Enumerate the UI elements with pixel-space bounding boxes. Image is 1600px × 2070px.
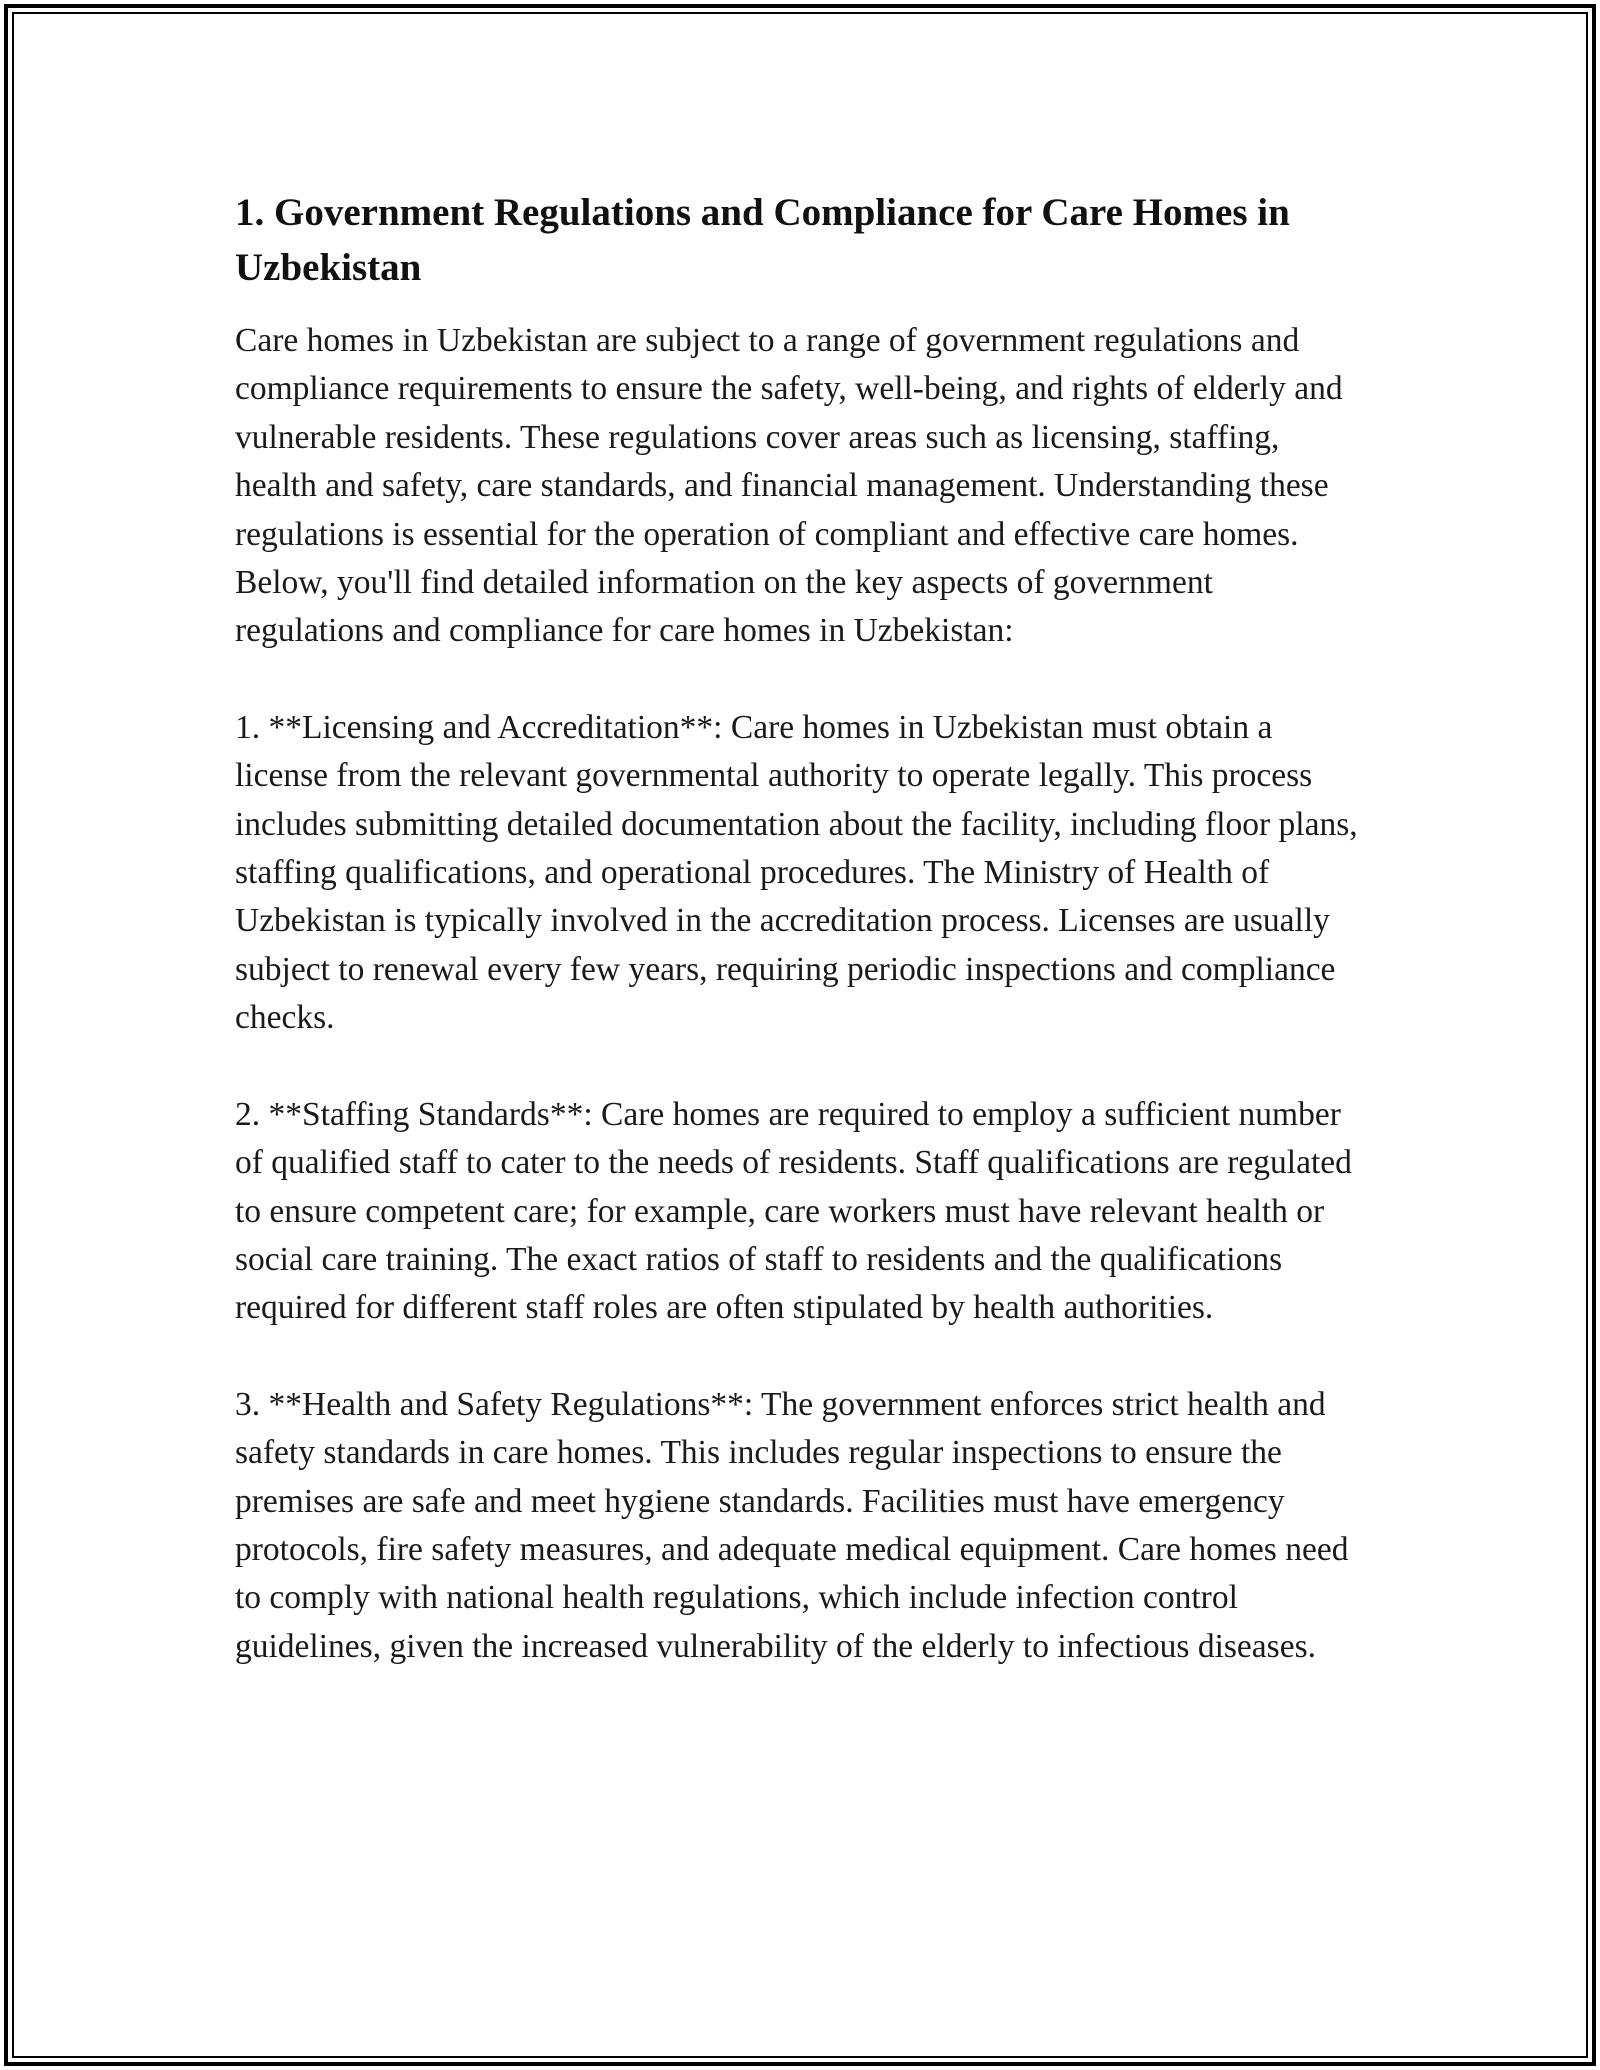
intro-paragraph: Care homes in Uzbekistan are subject to a range of government regulations and compliance requirements to ensure the safety, well-being, and rights of elderly and vulnerable residents. These regulations cover areas such as licensing, staffing, health and safety, care standards, and financial management. Understanding these regulations is essential for the operation of compliant and effective care homes. Below, you'll find detailed information on the key aspects of government regulations and compliance for care homes in Uzbekistan: — [235, 322, 1343, 650]
document-title: 1. Government Regulations and Compliance for Care Homes in Uzbekistan — [235, 191, 1290, 289]
document-body — [235, 185, 1365, 1719]
section-paragraph-staffing: 2. **Staffing Standards**: Care homes are required to employ a sufficient number of qualified staff to cater to the needs of residents. Staff qualifications are regulated to ensure competent care; for example, care workers must have relevant health or social care training. The exact ratios of staff to residents and the qualifications required for different staff roles are often stipulated by health authorities. — [235, 1095, 1352, 1327]
section-paragraph-licensing: 1. **Licensing and Accreditation**: Care homes in Uzbekistan must obtain a license from the relevant governmental authority to operate legally. This process includes submitting detailed documentation about the facility, including floor plans, staffing qualifications, and operational procedures. The Ministry of Health of Uzbekistan is typically involved in the accreditation process. Licenses are usually subject to renewal every few years, requiring periodic inspections and compliance checks. — [235, 708, 1358, 1037]
section-paragraph-health-safety: 3. **Health and Safety Regulations**: The government enforces strict health and safety standards in care homes. This includes regular inspections to ensure the premises are safe and meet hygiene standards. Facilities must have emergency protocols, fire safety measures, and adequate medical equipment. Care homes need to comply with national health regulations, which include infection control guidelines, given the increased vulnerability of the elderly to infectious diseases. — [235, 1385, 1349, 1665]
